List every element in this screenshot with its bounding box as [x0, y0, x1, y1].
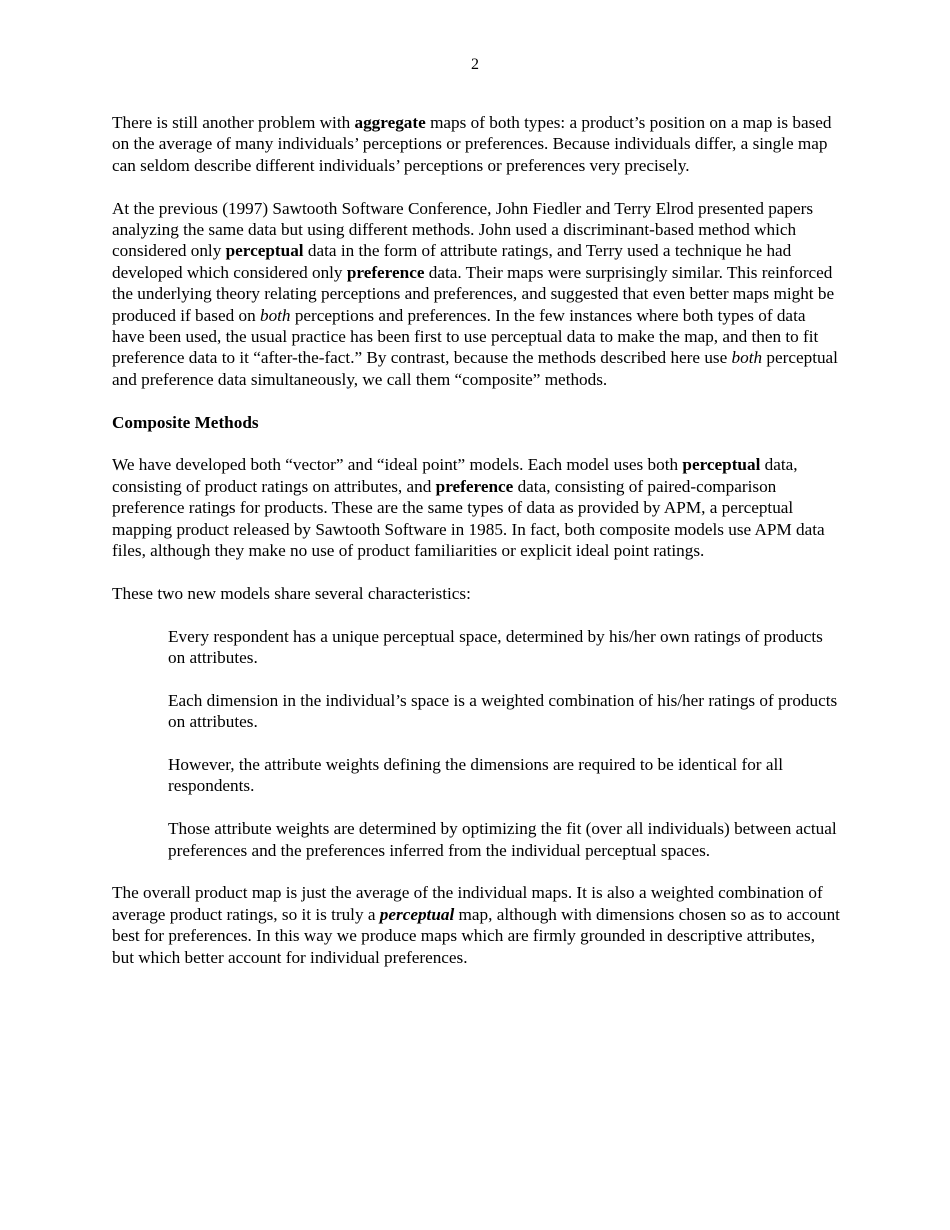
text-run: We have developed both “vector” and “ideal point” models. Each model uses both	[112, 455, 683, 475]
text-run: The overall product map is just the average of the individual maps. It is also a weighted combination of average product ratings, so it is truly a	[112, 883, 823, 924]
emphasis-text-inner: perceptual	[379, 904, 455, 924]
text-run: map, although with dimensions chosen so as to account best for preferences. In this way we produce maps which are firmly grounded in descriptive attributes, but which better account for individual preferences.	[112, 904, 840, 967]
paragraph-aggregate-maps	[112, 112, 840, 176]
italic-text: both	[259, 305, 291, 325]
bold-text: perceptual	[225, 241, 304, 261]
page-body	[112, 112, 840, 990]
section-heading: Composite Methods	[112, 412, 259, 432]
list-item: Every respondent has a unique perceptual space, determined by his/her own ratings of products on attributes.	[168, 626, 823, 668]
text-run: data in the form of attribute ratings, and Terry used a technique he had developed which considered only	[112, 241, 792, 282]
paragraph-characteristics-intro: These two new models share several characteristics:	[112, 583, 471, 603]
paragraph-overall-map	[112, 882, 840, 968]
list-item: Each dimension in the individual’s space is a weighted combination of his/her ratings of products on attributes.	[168, 690, 838, 732]
text-run: data, consisting of paired-comparison preference ratings for products. These are the same types of data as provided by APM, a perceptual mapping product released by Sawtooth Software in 1985. In fact, both composite models use APM data files, although they make no use of product familiarities or explicit ideal point ratings.	[112, 476, 825, 561]
italic-text: both	[731, 348, 763, 368]
list-item: However, the attribute weights defining the dimensions are required to be identical for all respondents.	[168, 755, 783, 796]
text-run: There is still another problem with	[112, 113, 355, 132]
page-number: 2	[471, 56, 479, 73]
list-item: Those attribute weights are determined by optimizing the fit (over all individuals) between actual preferences and the preferences inferred from the individual perceptual spaces.	[168, 819, 837, 860]
bold-text: preference	[346, 262, 425, 282]
text-run: data, consisting of product ratings on attributes, and	[112, 455, 798, 496]
text-run: perceptual and preference data simultaneously, we call them “composite” methods.	[112, 348, 838, 389]
bold-text: perceptual	[682, 455, 761, 475]
paragraph-models	[112, 454, 840, 561]
text-run: perceptions and preferences. In the few instances where both types of data have been used, the usual practice has been first to use perceptual data to make the map, and then to fit preference data to it “after-the-fact.” By contrast, because the methods described here use	[112, 305, 819, 368]
text-run: maps of both types: a product’s position on a map is based on the average of many individuals’ perceptions or preferences. Because individuals differ, a single map can seldom describe different individuals’ perceptions or preferences very precisely.	[112, 113, 832, 175]
emphasis-text	[380, 905, 454, 924]
bold-text: preference	[435, 476, 514, 496]
paragraph-previous-conference	[112, 198, 840, 391]
bold-text: aggregate	[354, 113, 426, 132]
text-run: At the previous (1997) Sawtooth Software Conference, John Fiedler and Terry Elrod presented papers analyzing the same data but using different methods. John used a discriminant-based method which considered only	[112, 198, 814, 261]
characteristics-list	[168, 626, 840, 861]
text-run: data. Their maps were surprisingly similar. This reinforced the underlying theory relating perceptions and preferences, and suggested that even better maps might be produced if based on	[112, 262, 835, 325]
